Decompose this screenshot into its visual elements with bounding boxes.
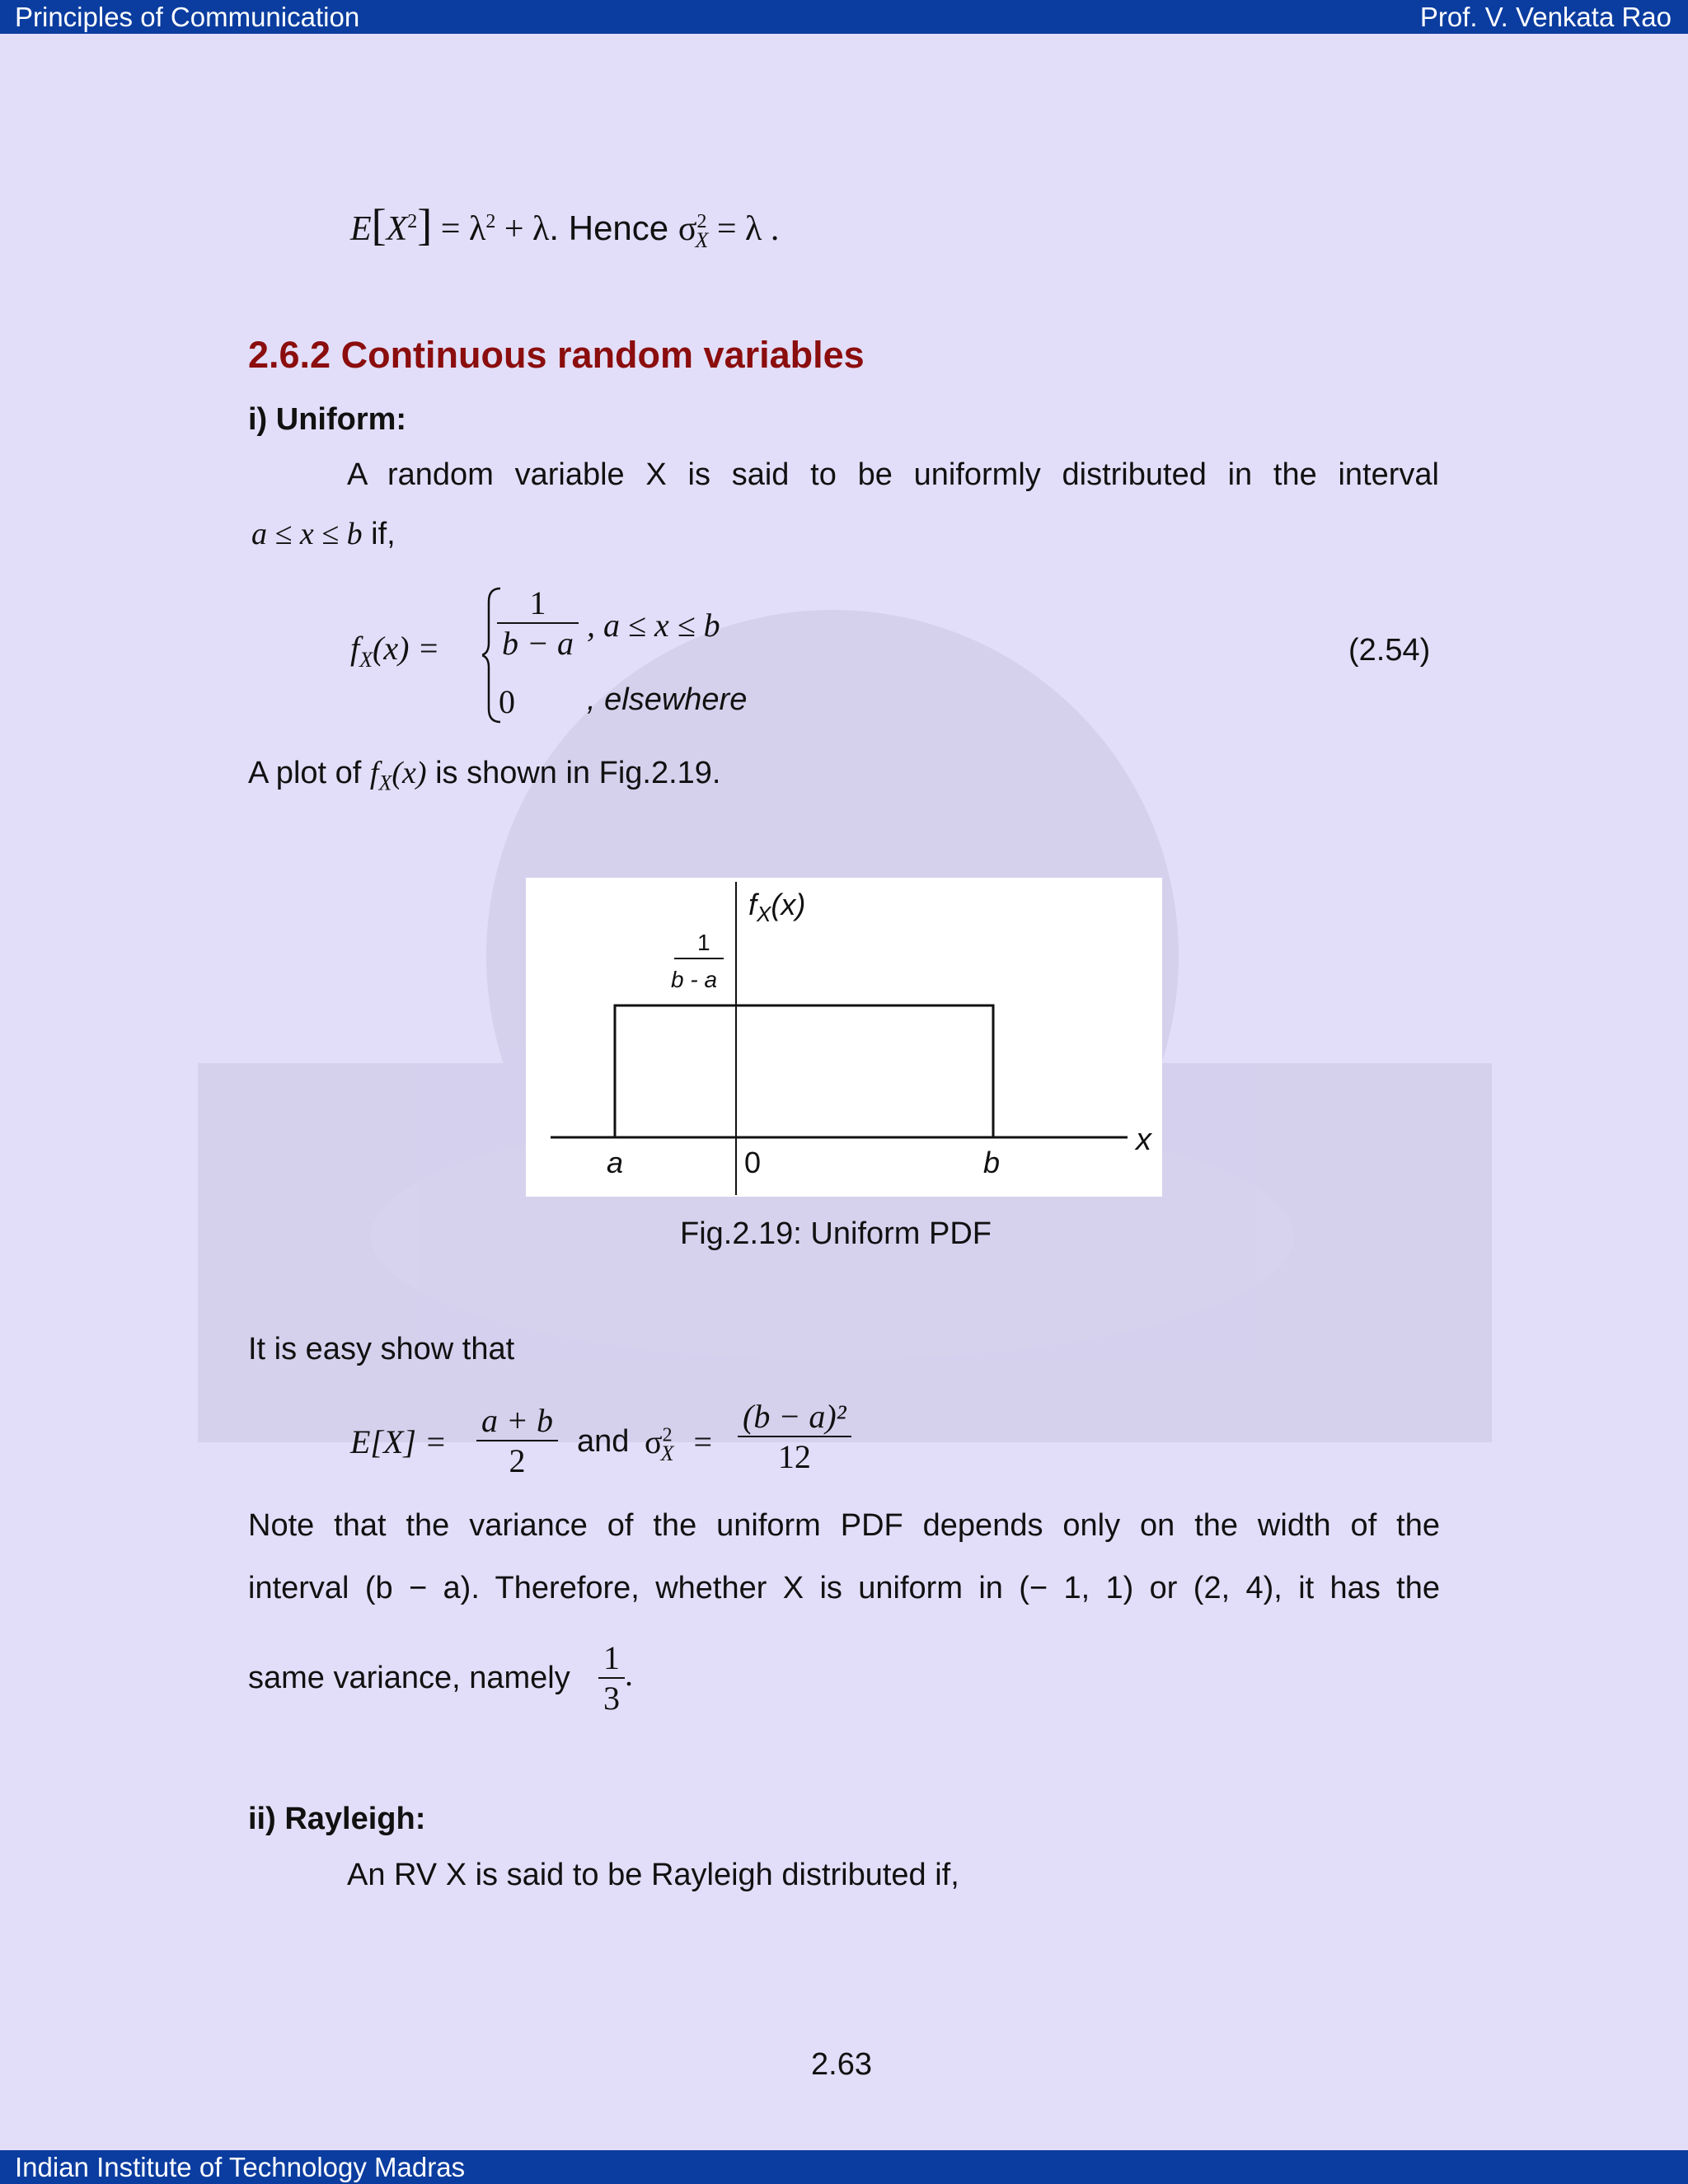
figure-caption: Fig.2.19: Uniform PDF — [680, 1216, 992, 1251]
mean-lhs: E[X] = — [350, 1423, 447, 1460]
plot-reference: A plot of $f_X(x)$ is shown in Fig.2.19. — [248, 756, 721, 795]
pdf-curve — [551, 1005, 1128, 1137]
section-title: 2.6.2 Continuous random variables — [248, 334, 865, 376]
note-line1: Note that the variance of the uniform PDF depends only on the width of the — [248, 1508, 1440, 1543]
case1-fraction: $\frac{1}{b - a}$ — [497, 583, 579, 663]
variance-fraction: $\frac{\text{(b − a)²}}{12}$ — [738, 1397, 851, 1476]
case1-condition: , a ≤ x ≤ b — [587, 607, 720, 644]
uniform-heading: i) Uniform: — [248, 402, 407, 437]
institute-name: Indian Institute of Technology Madras — [15, 2152, 466, 2182]
course-title: Principles of Communication — [15, 2, 360, 32]
uniform-intro-line2: a ≤ x ≤ b if, — [251, 517, 396, 551]
equation-number: (2.54) — [1348, 633, 1431, 668]
header-bar — [0, 0, 1688, 34]
variance-lhs: $\sigma^2_X$ = — [645, 1423, 713, 1465]
rayleigh-heading: ii) Rayleigh: — [248, 1802, 426, 1836]
height-label-denominator: b - a — [671, 967, 718, 992]
uniform-pdf-figure — [526, 878, 1162, 1197]
and-text: and — [577, 1424, 630, 1459]
author-name: Prof. V. Venkata Rao — [1419, 2, 1672, 32]
y-axis-label: $f_X(x)$ — [748, 888, 806, 926]
mean-fraction: $\frac{a + b}{2}$ — [476, 1401, 558, 1480]
tick-label-0: 0 — [744, 1146, 762, 1179]
tick-label-a: a — [607, 1146, 624, 1179]
easy-show-text: It is easy show that — [248, 1332, 515, 1366]
uniform-pdf-lhs: $f_X(x)$ = — [350, 630, 440, 672]
height-label-numerator: 1 — [697, 930, 710, 955]
tick-label-b: b — [983, 1146, 1001, 1179]
note-line2: interval (b − a). Therefore, whether X is uniform in (− 1, 1) or (2, 4), it has the — [248, 1571, 1440, 1605]
case2-condition: , elsewhere — [587, 682, 748, 717]
page-number: 2.63 — [811, 2047, 872, 2082]
note-fraction: $\frac{1}{3}$ . — [598, 1638, 633, 1718]
case2-value: 0 — [499, 683, 515, 720]
rayleigh-intro: An RV X is said to be Rayleigh distributed if, — [347, 1858, 959, 1892]
footer-bar — [0, 2150, 1688, 2184]
note-line3: same variance, namely — [248, 1661, 570, 1695]
uniform-pdf-plot — [526, 878, 1162, 1197]
uniform-intro-line1: A random variable X is said to be uniformly distributed in the interval — [347, 457, 1439, 492]
poisson-second-moment: $E[X^2] = \lambda^2 + \lambda$. Hence $\sigma^2_X = \lambda$ . — [350, 200, 780, 253]
x-axis-label: x — [1136, 1122, 1151, 1157]
